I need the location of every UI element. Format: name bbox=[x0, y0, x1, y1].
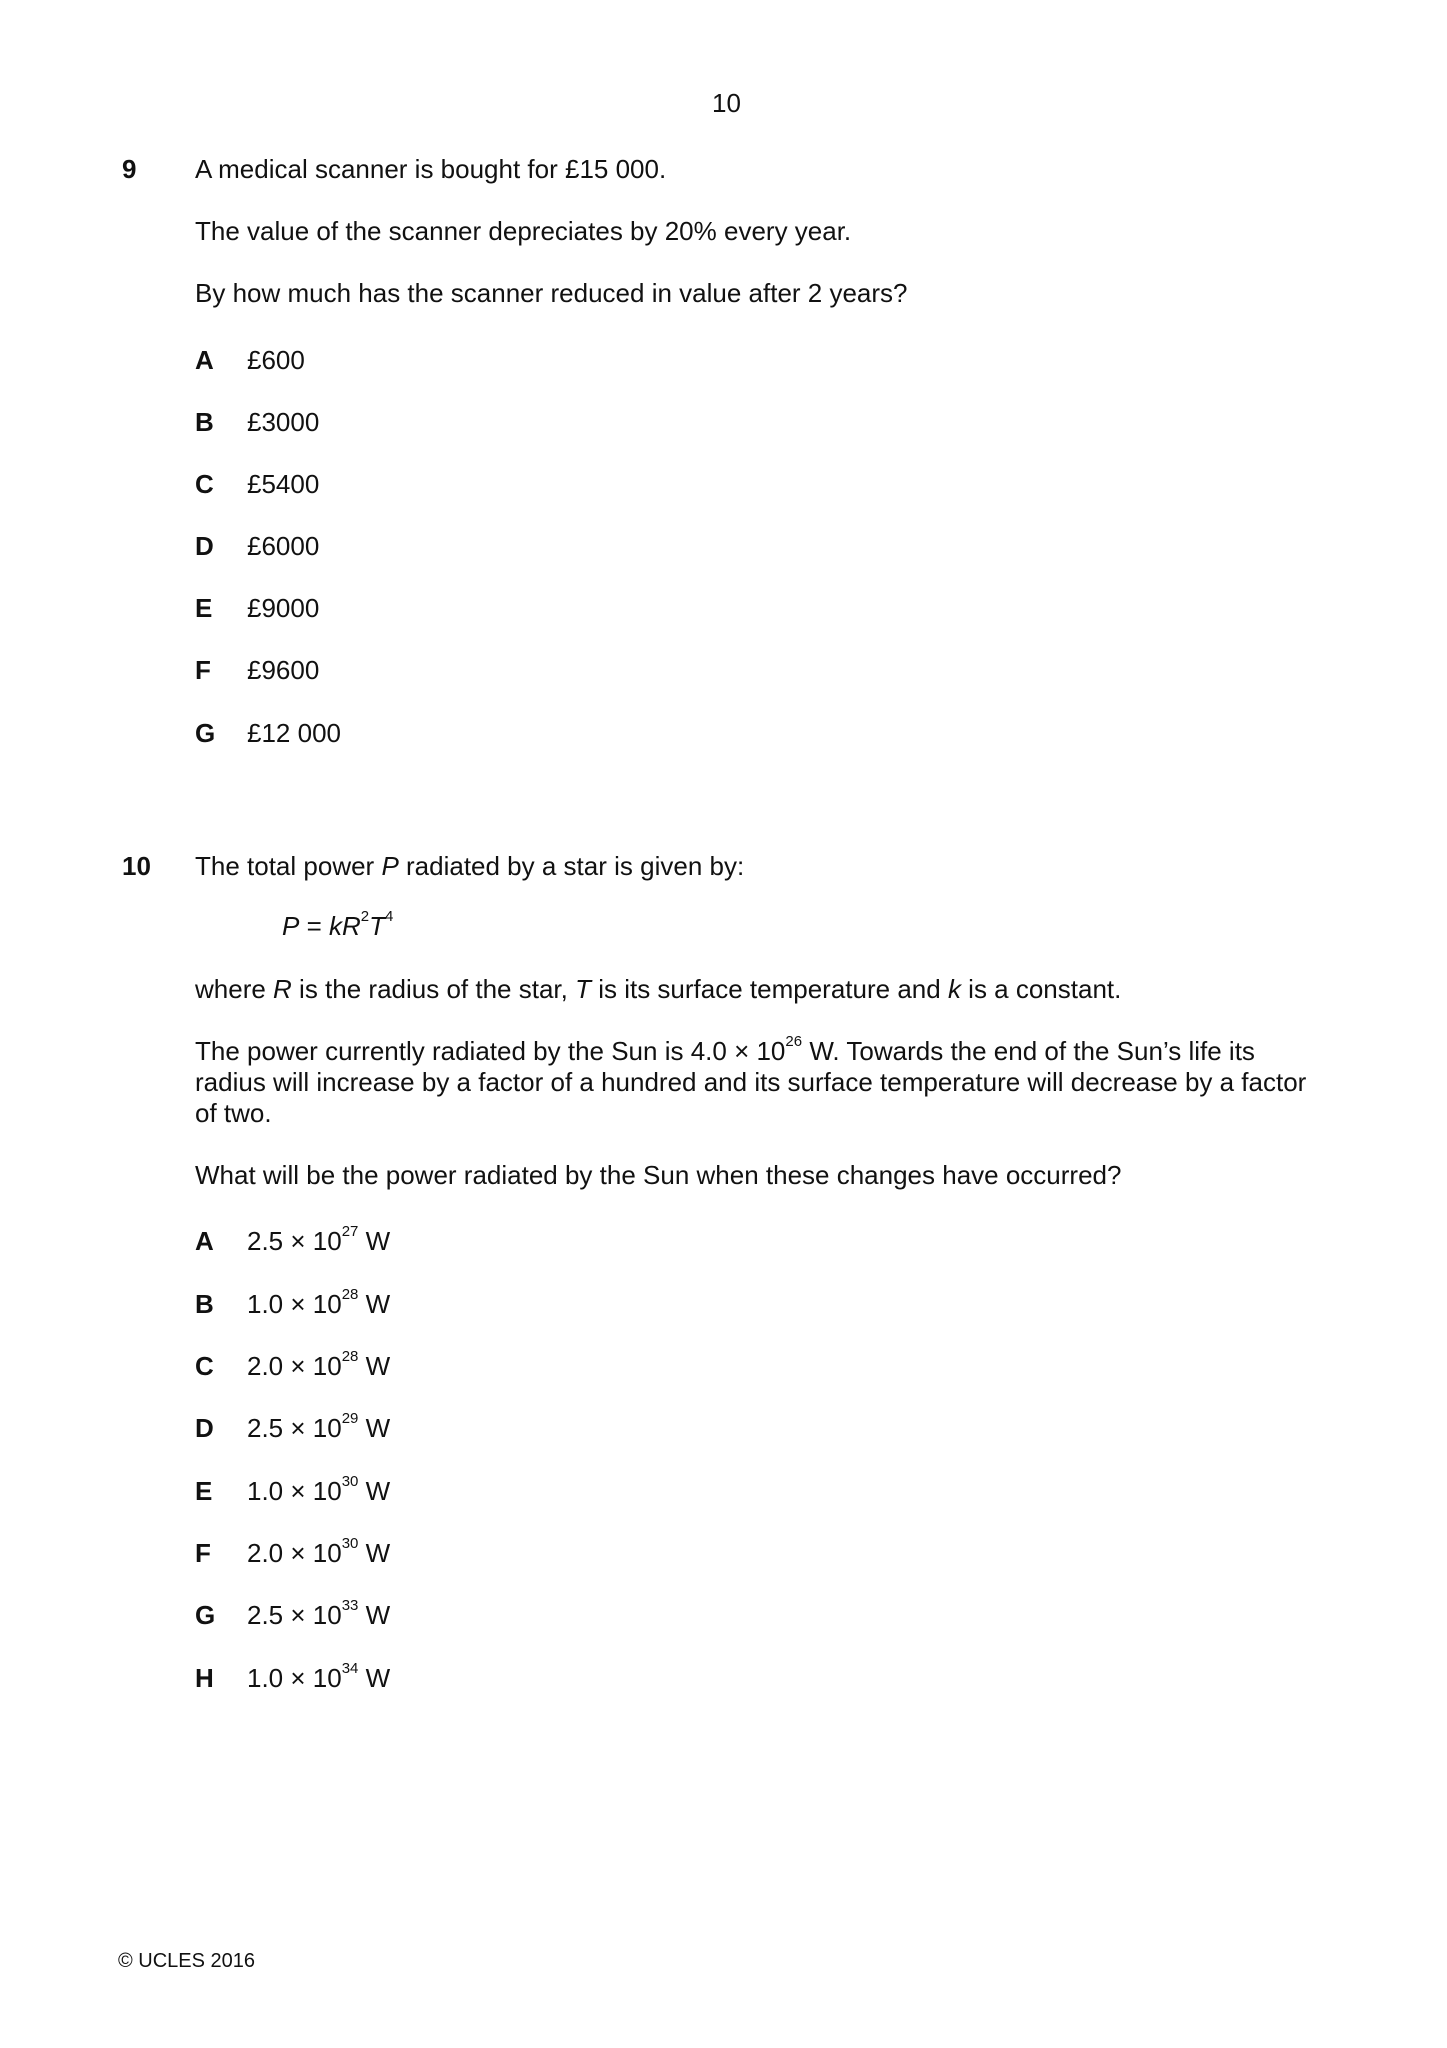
q10-option-c[interactable] bbox=[195, 1348, 391, 1382]
q10-option-h[interactable] bbox=[195, 1660, 391, 1694]
option-value: $1.0 \times 10^{28}$ W bbox=[247, 1286, 391, 1319]
q10-power-paragraph bbox=[195, 1033, 1325, 1129]
q10-intro-var: P bbox=[381, 851, 399, 881]
option-letter: G bbox=[195, 1600, 216, 1630]
formula-k: k bbox=[328, 911, 342, 941]
q10-option-d[interactable] bbox=[195, 1410, 391, 1444]
option-text: £9600 bbox=[247, 655, 320, 685]
q9-number: 9 bbox=[122, 154, 137, 184]
q10-intro-text-2: radiated by a star is given by: bbox=[398, 851, 745, 881]
option-value: $1.0 \times 10^{34}$ W bbox=[247, 1660, 391, 1693]
q10-intro bbox=[195, 851, 744, 882]
q9-option-d[interactable] bbox=[195, 531, 319, 562]
option-text: £9000 bbox=[247, 593, 320, 623]
where-text-3: is its surface temperature and bbox=[590, 974, 948, 1004]
page-number: 10 bbox=[712, 88, 741, 118]
formula-r: R bbox=[341, 911, 361, 941]
where-t: T bbox=[575, 974, 591, 1004]
q10-formula bbox=[282, 908, 394, 942]
q10-option-f[interactable] bbox=[195, 1535, 391, 1569]
formula-t-exponent: 4 bbox=[385, 908, 394, 925]
option-value: $1.0 \times 10^{30}$ W bbox=[247, 1473, 391, 1506]
q9-line2: The value of the scanner depreciates by 20% every year. bbox=[195, 216, 852, 246]
option-value: $2.5 \times 10^{33}$ W bbox=[247, 1597, 391, 1630]
where-text-2: is the radius of the star, bbox=[291, 974, 576, 1004]
option-letter: B bbox=[195, 1289, 214, 1319]
option-value: $2.0 \times 10^{28}$ W bbox=[247, 1348, 391, 1381]
option-letter: B bbox=[195, 407, 214, 437]
q9-option-b[interactable] bbox=[195, 407, 319, 438]
power-text-1: The power currently radiated by the Sun is 4.0 × 10 bbox=[195, 1036, 786, 1066]
q10-option-e[interactable] bbox=[195, 1473, 391, 1507]
where-k: k bbox=[947, 974, 961, 1004]
option-letter: D bbox=[195, 531, 214, 561]
option-text: £3000 bbox=[247, 407, 320, 437]
power-text-2: W. Towards the end of the Sun’s life its radius will increase by a factor of a hundred and its surface temperature will decrease by a factor of two. bbox=[195, 1036, 1307, 1128]
q9-line3: By how much has the scanner reduced in value after 2 years? bbox=[195, 278, 908, 308]
where-r: R bbox=[273, 974, 292, 1004]
formula-equals: = bbox=[299, 911, 329, 941]
q9-option-f[interactable] bbox=[195, 655, 319, 686]
option-letter: C bbox=[195, 469, 214, 499]
option-letter: F bbox=[195, 655, 211, 685]
formula-r-exponent: 2 bbox=[360, 908, 370, 925]
q9-option-a[interactable] bbox=[195, 345, 305, 376]
where-text-4: is a constant. bbox=[960, 974, 1122, 1004]
q9-option-e[interactable] bbox=[195, 593, 319, 624]
option-letter: E bbox=[195, 1476, 213, 1506]
formula-t: T bbox=[369, 911, 385, 941]
option-value: $2.5 \times 10^{29}$ W bbox=[247, 1410, 391, 1443]
q10-where bbox=[195, 974, 1121, 1005]
q10-question: What will be the power radiated by the Sun when these changes have occurred? bbox=[195, 1160, 1122, 1190]
option-text: £5400 bbox=[247, 469, 320, 499]
q10-option-g[interactable] bbox=[195, 1597, 391, 1631]
power-exponent: 26 bbox=[785, 1033, 803, 1050]
option-letter: E bbox=[195, 593, 213, 623]
footer-copyright: © UCLES 2016 bbox=[118, 1950, 256, 1972]
where-text-1: where bbox=[195, 974, 274, 1004]
option-text: £600 bbox=[247, 345, 305, 375]
q9-option-g[interactable] bbox=[195, 718, 341, 749]
q10-option-a[interactable] bbox=[195, 1223, 391, 1257]
q10-number: 10 bbox=[122, 851, 151, 881]
option-text: £6000 bbox=[247, 531, 320, 561]
option-value: $2.5 \times 10^{27}$ W bbox=[247, 1223, 391, 1256]
option-value: $2.0 \times 10^{30}$ W bbox=[247, 1535, 391, 1568]
formula-p: P bbox=[282, 911, 300, 941]
option-letter: A bbox=[195, 1226, 214, 1256]
option-letter: G bbox=[195, 718, 216, 748]
option-text: £12 000 bbox=[247, 718, 341, 748]
q9-option-c[interactable] bbox=[195, 469, 319, 500]
option-letter: C bbox=[195, 1351, 214, 1381]
option-letter: F bbox=[195, 1538, 211, 1568]
option-letter: H bbox=[195, 1663, 214, 1693]
q9-line1: A medical scanner is bought for £15 000. bbox=[195, 154, 667, 184]
q10-option-b[interactable] bbox=[195, 1286, 391, 1320]
option-letter: A bbox=[195, 345, 214, 375]
q10-intro-text: The total power bbox=[195, 851, 382, 881]
option-letter: D bbox=[195, 1413, 214, 1443]
